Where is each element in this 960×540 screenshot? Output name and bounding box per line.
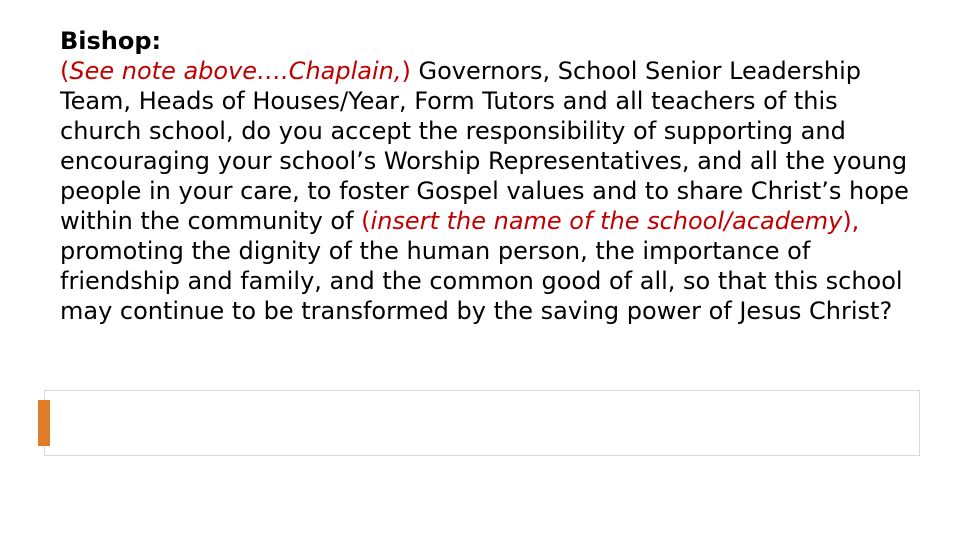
orange-accent-bar bbox=[38, 400, 50, 446]
note-text: See note above….Chaplain, bbox=[69, 57, 402, 85]
slide-text-block bbox=[60, 26, 920, 326]
note-open-paren: ( bbox=[60, 57, 70, 85]
insert-school-name-note: insert the name of the school/academy bbox=[370, 207, 843, 235]
liturgy-paragraph bbox=[60, 56, 920, 326]
note-close-paren: ) bbox=[401, 57, 411, 85]
paragraph-text-part-2: promoting the dignity of the human person, the importance of friendship and family, and the common good of all, so that this school may continue to be transformed by the saving power of Jesus Christ? bbox=[60, 237, 903, 325]
empty-content-box bbox=[44, 390, 920, 456]
paragraph-text-part-1: Governors, School Senior Leadership Team, Heads of Houses/Year, Form Tutors and all teachers of this church school, do you accept the responsibility of supporting and encouraging your school’s Worship Representatives, and all the young people in your care, to foster Gospel values and to share Christ’s hope within the community of bbox=[60, 57, 909, 235]
insert-close-paren: ), bbox=[842, 207, 860, 235]
insert-open-paren: ( bbox=[361, 207, 371, 235]
speaker-label: Bishop: bbox=[60, 27, 162, 55]
